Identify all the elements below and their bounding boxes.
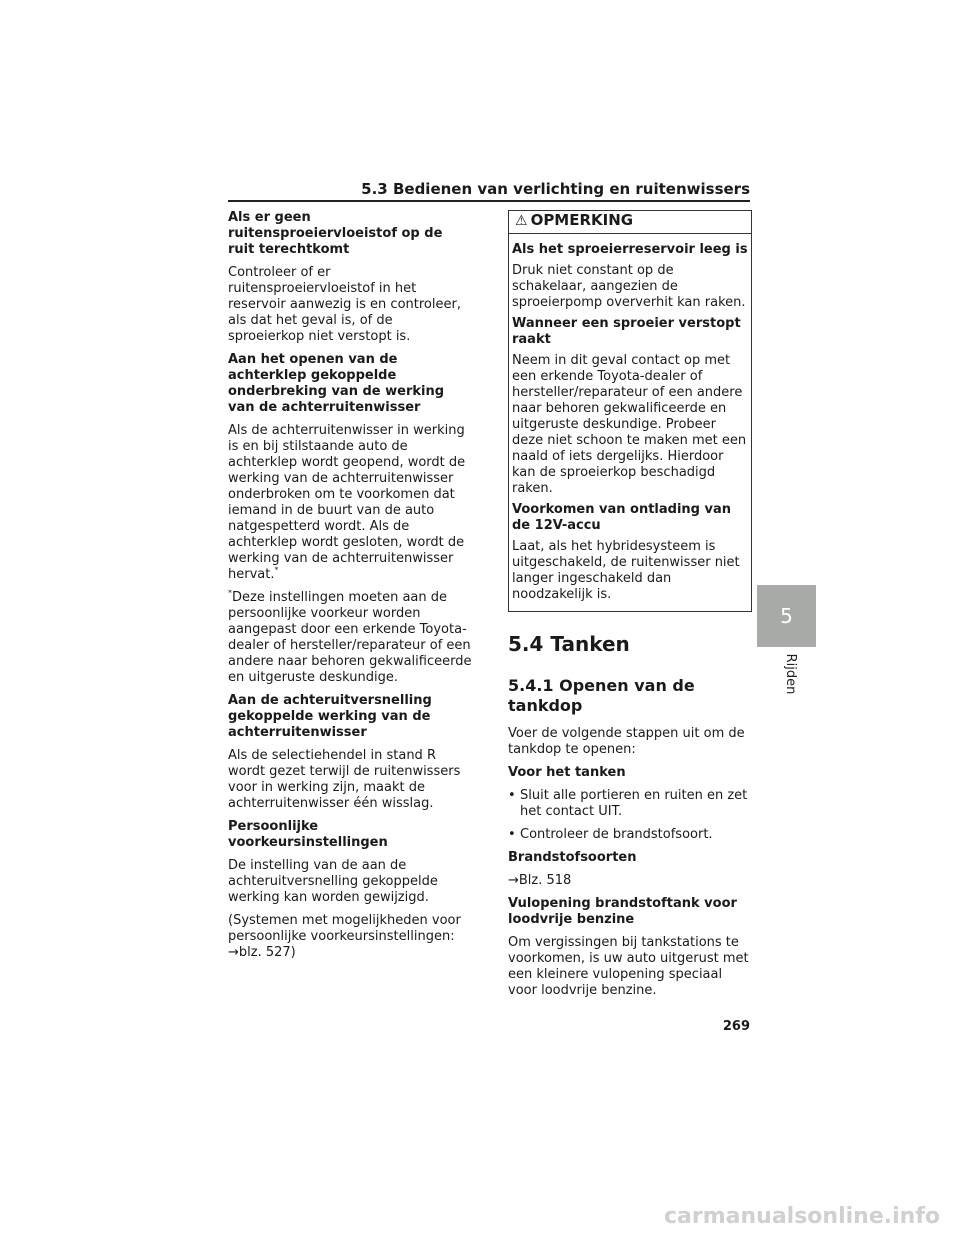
bullet-mark: • <box>508 827 516 842</box>
list-item-text: Sluit alle portieren en ruiten en zet het contact UIT. <box>520 788 748 819</box>
systems-page-ref: →blz. 527) <box>228 945 296 960</box>
paragraph-battery-discharge: Laat, als het hybridesysteem is uitgeschakeld, de ruitenwisser niet langer ingeschakeld dan noodzakelijk is. <box>512 539 740 602</box>
heading-fuel-inlet: Vulopening brandstoftank voor loodvrije benzine <box>508 896 737 927</box>
left-column <box>228 210 472 968</box>
footnote-asterisk: * <box>228 588 232 598</box>
section-header: 5.3 Bedienen van verlichting en ruitenwissers <box>361 180 750 198</box>
heading-fuel-types: Brandstofsoorten <box>508 850 637 865</box>
section-title-refuel: 5.4 Tanken <box>508 632 630 656</box>
paragraph-fuel-inlet: Om vergissingen bij tankstations te voorkomen, is uw auto uitgerust met een kleinere vulopening speciaal voor loodvrije benzine. <box>508 935 749 998</box>
paragraph-personal: De instelling van de aan de achteruitversnelling gekoppelde werking kan worden gewijzigd. <box>228 858 438 905</box>
page-number: 269 <box>722 1019 750 1034</box>
heading-personal: Persoonlijke voorkeursinstellingen <box>228 819 388 850</box>
list-item <box>508 788 750 820</box>
subsection-title-fuel-cap: 5.4.1 Openen van de tankdop <box>508 676 695 715</box>
footnote-text: Deze instellingen moeten aan de persoonlijke voorkeur worden aangepast door een erkende Toyota-dealer of hersteller/reparateur of een andere naar behoren gekwalificeerde en uitgeruste deskundige. <box>228 590 472 685</box>
footnote <box>228 590 472 686</box>
paragraph-intro: Voer de volgende stappen uit om de tankdop te openen: <box>508 726 745 757</box>
paragraph-washer-fluid: Controleer of er ruitensproeiervloeistof in het reservoir aanwezig is en controleer, als dat het geval is, of de sproeierkop niet verstopt is. <box>228 265 461 344</box>
chapter-label: Rijden <box>783 653 798 695</box>
fuel-types-page-ref: →Blz. 518 <box>508 873 572 888</box>
heading-before-refuel: Voor het tanken <box>508 765 626 780</box>
paragraph-reverse: Als de selectiehendel in stand R wordt gezet terwijl de ruitenwissers voor in werking zijn, maakt de achterruitenwisser één wisslag. <box>228 748 461 811</box>
paragraph-clogged-nozzle: Neem in dit geval contact op met een erkende Toyota-dealer of hersteller/reparateur of een andere naar behoren gekwalificeerde en uitgeruste deskundige. Probeer deze niet schoon te maken met een naald of iets dergelijks. Hierdoor kan de sproeierkop beschadigd raken. <box>512 353 747 496</box>
heading-back-door: Aan het openen van de achterklep gekoppelde onderbreking van de werking van de achterruitenwisser <box>228 352 445 415</box>
footnote-marker: * <box>274 565 279 575</box>
paragraph-empty-reservoir: Druk niet constant op de schakelaar, aangezien de sproeierpomp oververhit kan raken. <box>512 263 746 310</box>
heading-reverse: Aan de achteruitversnelling gekoppelde werking van de achterruitenwisser <box>228 693 432 740</box>
list-item-text: Controleer de brandstofsoort. <box>520 827 713 842</box>
header-rule <box>228 200 750 202</box>
heading-washer-fluid: Als er geen ruitensproeiervloeistof op de ruit terechtkomt <box>228 210 443 257</box>
paragraph-systems <box>228 913 472 961</box>
bullet-mark: • <box>508 788 516 803</box>
notice-box <box>508 210 752 612</box>
back-door-text: Als de achterruitenwisser in werking is en bij stilstaande auto de achterklep wordt geopend, wordt de werking van de achterruitenwisser onderbroken om te voorkomen dat iemand in de buurt van de auto natgespetterd wordt. Als de achterklep wordt gesloten, wordt de werking van de achterruitenwisser hervat. <box>228 423 466 582</box>
systems-text: (Systemen met mogelijkheden voor persoonlijke voorkeursinstellingen: <box>228 913 461 944</box>
chapter-tab: 5 <box>757 585 816 647</box>
heading-battery-discharge: Voorkomen van ontlading van de 12V-accu <box>512 502 732 533</box>
heading-clogged-nozzle: Wanneer een sproeier verstopt raakt <box>512 316 741 347</box>
notice-title: OPMERKING <box>530 211 634 229</box>
right-column <box>508 210 750 1006</box>
notice-body <box>509 234 751 611</box>
list-item <box>508 827 750 843</box>
paragraph-back-door <box>228 423 472 583</box>
notice-header <box>509 211 751 234</box>
watermark: carmanualsonline.info <box>664 1204 940 1229</box>
heading-empty-reservoir: Als het sproeierreservoir leeg is <box>512 242 748 257</box>
warning-icon: ⚠ <box>515 213 528 229</box>
